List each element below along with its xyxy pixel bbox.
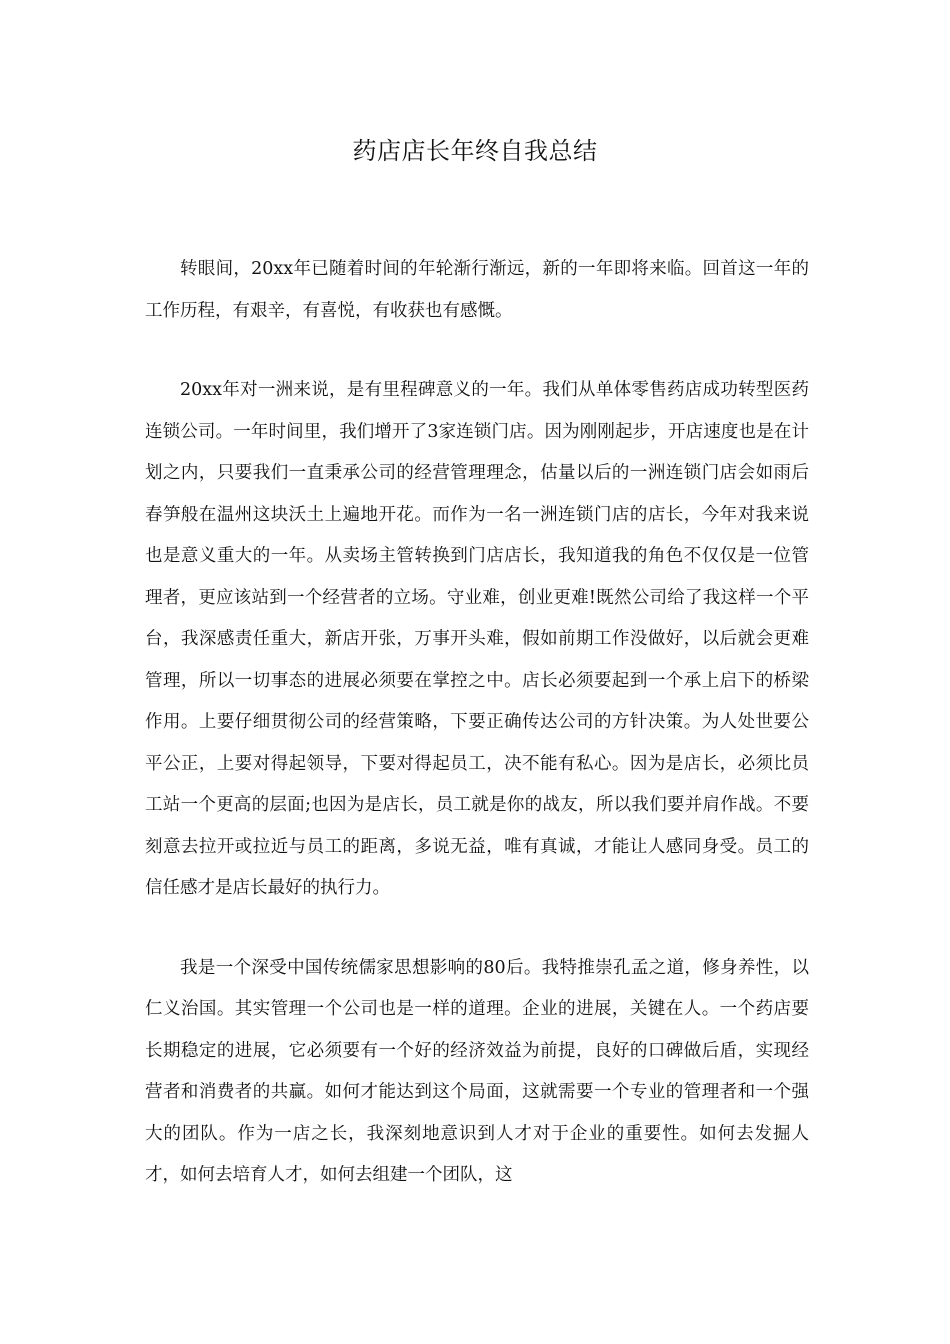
paragraph-1: 转眼间，20xx年已随着时间的年轮渐行渐远，新的一年即将来临。回首这一年的工作历程，有艰辛，有喜悦，有收获也有感慨。 — [145, 259, 809, 321]
paragraph-3: 我是一个深受中国传统儒家思想影响的80后。我特推崇孔孟之道，修身养性，以仁义治国。其实管理一个公司也是一样的道理。企业的进展，关键在人。一个药店要长期稳定的进展，它必须要有一个好的经济效益为前提，良好的口碑做后盾，实现经营者和消费者的共赢。如何才能达到这个局面，这就需要一个专业的管理者和一个强大的团队。作为一店之长，我深刻地意识到人才对于企业的重要性。如何去发掘人才，如何去培育人才，如何去组建一个团队，这 — [145, 957, 809, 1185]
paragraph-2: 20xx年对一洲来说，是有里程碑意义的一年。我们从单体零售药店成功转型医药连锁公司。一年时间里，我们增开了3家连锁门店。因为刚刚起步，开店速度也是在计划之内，只要我们一直秉承公司的经营管理理念，估量以后的一洲连锁门店会如雨后春笋般在温州这块沃土上遍地开花。而作为一名一洲连锁门店的店长，今年对我来说也是意义重大的一年。从卖场主管转换到门店店长，我知道我的角色不仅仅是一位管理者，更应该站到一个经营者的立场。守业难，创业更难!既然公司给了我这样一个平台，我深感责任重大，新店开张，万事开头难，假如前期工作没做好，以后就会更难管理，所以一切事态的进展必须要在掌控之中。店长必须要起到一个承上启下的桥梁作用。上要仔细贯彻公司的经营策略，下要正确传达公司的方针决策。为人处世要公平公正，上要对得起领导，下要对得起员工，决不能有私心。因为是店长，必须比员工站一个更高的层面;也因为是店长，员工就是你的战友，所以我们要并肩作战。不要刻意去拉开或拉近与员工的距离，多说无益，唯有真诚，才能让人感同身受。员工的信任感才是店长最好的执行力。 — [145, 380, 809, 898]
document-body — [145, 249, 809, 1197]
document-title: 药店店长年终自我总结 — [352, 137, 598, 165]
